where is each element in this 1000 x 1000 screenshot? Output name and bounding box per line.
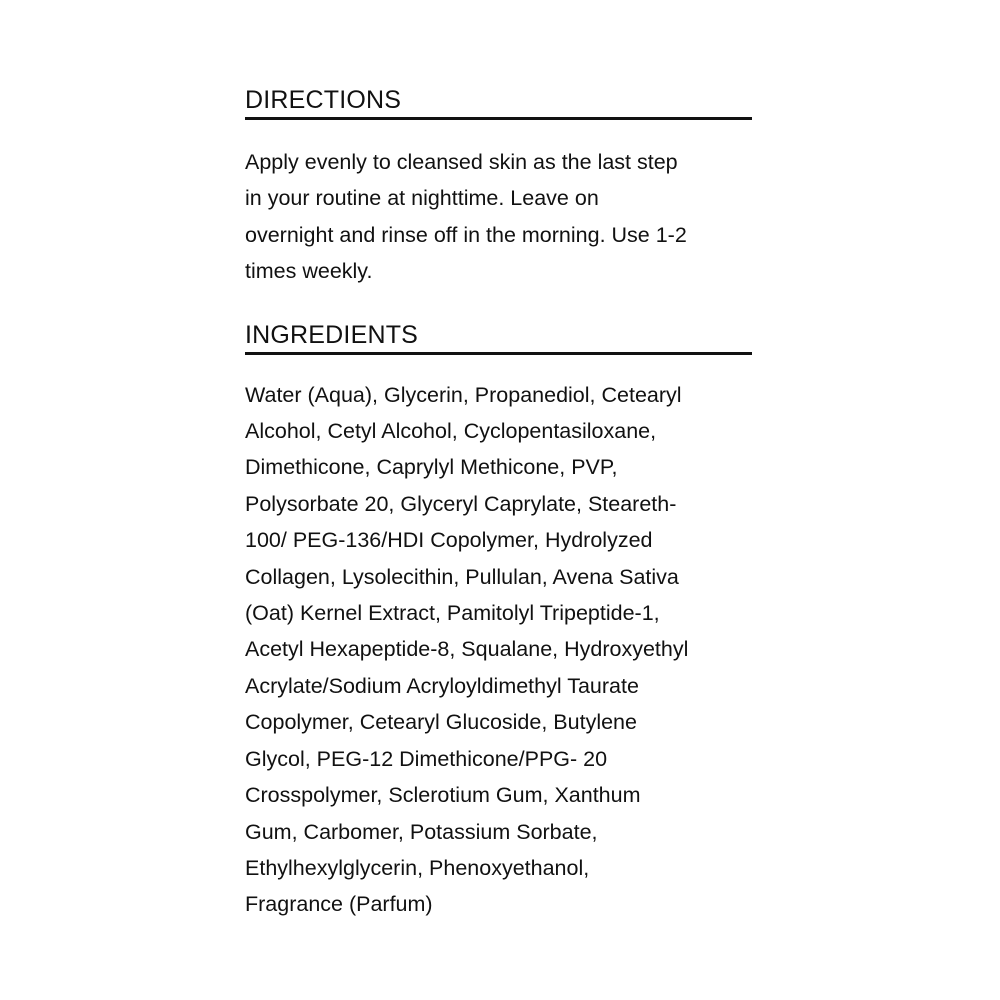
product-label-panel: [245, 85, 752, 923]
ingredients-section: [245, 320, 752, 923]
directions-text: Apply evenly to cleansed skin as the last step in your routine at nighttime. Leave on overnight and rinse off in the morning. Use 1-2 times weekly.: [245, 150, 687, 284]
ingredients-text: Water (Aqua), Glycerin, Propanediol, Cetearyl Alcohol, Cetyl Alcohol, Cyclopentasiloxane, Dimethicone, Caprylyl Methicone, PVP, Polysorbate 20, Glyceryl Caprylate, Steareth- 100/ PEG-136/HDI Copolymer, Hydrolyzed Collagen, Lysolecithin, Pullulan, Avena Sativa (Oat) Kernel Extract, Pamitolyl Tripeptide-1, Acetyl Hexapeptide-8, Squalane, Hydroxyethyl Acrylate/Sodium Acryloyldimethyl Taurate Copolymer, Cetearyl Glucoside, Butylene Glycol, PEG-12 Dimethicone/PPG- 20 Crosspolymer, Sclerotium Gum, Xanthum Gum, Carbomer, Potassium Sorbate, Ethylhexylglycerin, Phenoxyethanol, Fragrance (Parfum): [245, 382, 689, 917]
ingredients-heading: INGREDIENTS: [245, 320, 752, 355]
directions-heading: DIRECTIONS: [245, 85, 752, 120]
directions-section: [245, 85, 752, 290]
